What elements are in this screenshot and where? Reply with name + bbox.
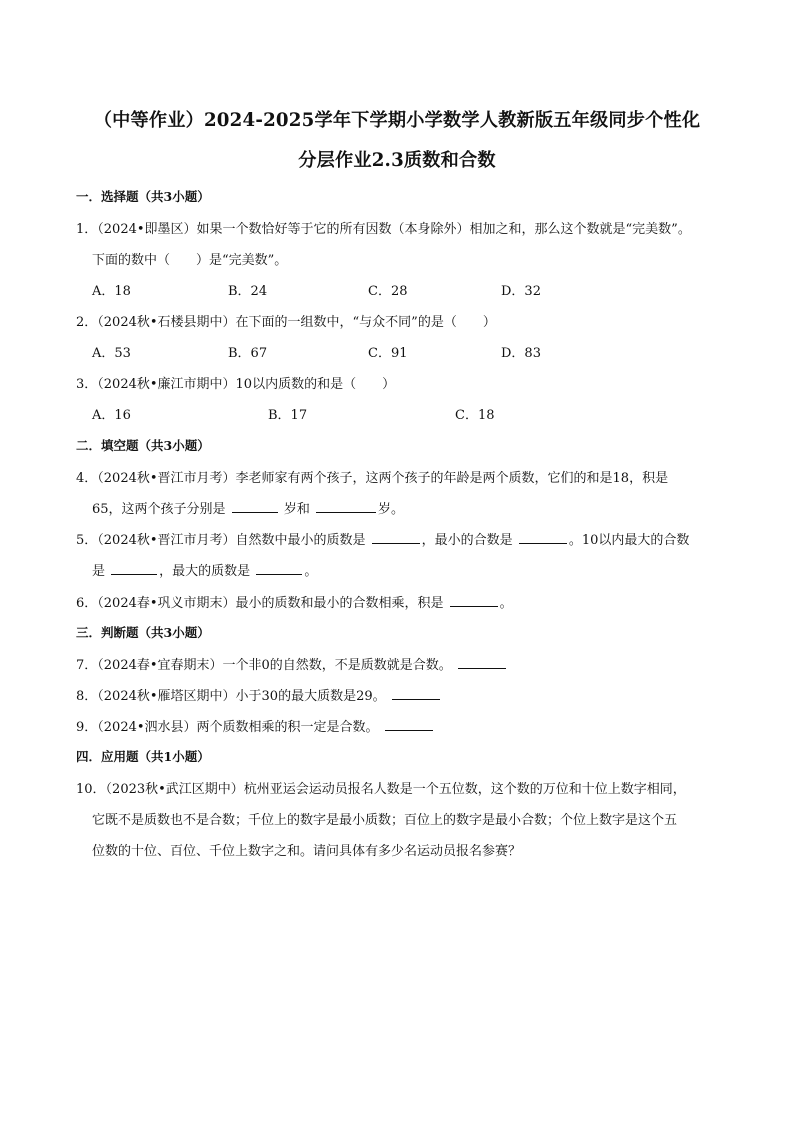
q4-text-c: 岁。 — [377, 502, 404, 517]
q10-line-3: 位数的十位、百位、千位上数字之和。请问具体有多少名运动员报名参赛？ — [92, 844, 522, 859]
q5-answer-blank-2[interactable] — [519, 531, 567, 544]
q4-answer-blank-2[interactable] — [316, 500, 376, 513]
q3-option-a: A．16 — [92, 408, 131, 423]
q9-answer-blank[interactable] — [385, 718, 433, 731]
title-line-1: （中等作业）2024-2025学年下学期小学数学人教新版五年级同步个性化 — [93, 110, 701, 131]
section-choice-heading: 一．选择题（共3小题） — [76, 189, 210, 204]
q8-line — [76, 685, 442, 704]
q5-text-a: 5．（2024秋•晋江市月考）自然数中最小的质数是 — [76, 533, 366, 548]
q2-option-b: B．67 — [228, 346, 268, 361]
q5-answer-blank-1[interactable] — [372, 531, 420, 544]
q1-option-c: C．28 — [368, 284, 408, 299]
q2-option-a: A．53 — [92, 346, 131, 361]
q8-text: 8．（2024秋•雁塔区期中）小于30的最大质数是29。 — [76, 689, 386, 704]
q3-line-1: 3．（2024秋•廉江市期中）10以内质数的和是（ ） — [76, 377, 396, 392]
q1-line-1: 1．（2024•即墨区）如果一个数恰好等于它的所有因数（本身除外）相加之和，那么这个数就是“完美数”。 — [76, 222, 691, 237]
q5-text-b: ，最小的合数是 — [421, 533, 513, 548]
q5-text-f: 。 — [304, 564, 318, 579]
q9-text: 9．（2024•泗水县）两个质数相乘的积一定是合数。 — [76, 720, 379, 735]
q5-answer-blank-3[interactable] — [111, 562, 157, 575]
q7-text: 7．（2024春•宜春期末）一个非0的自然数，不是质数就是合数。 — [76, 658, 452, 673]
q7-line — [76, 654, 508, 673]
q4-text-b: 岁和 — [283, 502, 310, 517]
q1-option-d: D．32 — [501, 284, 541, 299]
q3-option-c: C．18 — [455, 408, 495, 423]
section-application-heading: 四．应用题（共1小题） — [76, 749, 210, 764]
q2-option-d: D．83 — [501, 346, 541, 361]
q4-text-a: 65，这两个孩子分别是 — [92, 502, 226, 517]
q2-line-1: 2．（2024秋•石楼县期中）在下面的一组数中，“与众不同”的是（ ） — [76, 315, 496, 330]
q4-answer-blank-1[interactable] — [232, 500, 278, 513]
q6-text-a: 6．（2024春•巩义市期末）最小的质数和最小的合数相乘，积是 — [76, 596, 444, 611]
q6-text-b: 。 — [499, 596, 513, 611]
q4-line-1: 4．（2024秋•晋江市月考）李老师家有两个孩子，这两个孩子的年龄是两个质数，它们的和是18，积是 — [76, 471, 669, 486]
section-judge-heading: 三．判断题（共3小题） — [76, 625, 210, 640]
q2-option-c: C．91 — [368, 346, 408, 361]
q10-line-1: 10．（2023秋•武江区期中）杭州亚运会运动员报名人数是一个五位数，这个数的万位和十位上数字相同， — [76, 782, 686, 797]
q5-answer-blank-4[interactable] — [256, 562, 302, 575]
q9-line — [76, 716, 435, 735]
q5-text-c: 。10以内最大的合数 — [568, 533, 690, 548]
q1-option-b: B．24 — [228, 284, 268, 299]
q8-answer-blank[interactable] — [392, 687, 440, 700]
q5-line-2 — [92, 560, 317, 579]
q5-text-e: ，最大的质数是 — [159, 564, 251, 579]
q5-text-d: 是 — [92, 564, 106, 579]
q10-line-2: 它既不是质数也不是合数；千位上的数字是最小质数；百位上的数字是最小合数；个位上数字是这个五 — [92, 813, 678, 828]
q6-answer-blank[interactable] — [450, 594, 498, 607]
q5-line-1 — [76, 529, 689, 548]
q4-line-2 — [92, 498, 404, 517]
q7-answer-blank[interactable] — [458, 656, 506, 669]
q1-line-2: 下面的数中（ ）是“完美数”。 — [92, 253, 288, 268]
q1-option-a: A．18 — [92, 284, 131, 299]
title-line-2: 分层作业2.3质数和合数 — [298, 150, 496, 171]
q6-line-1 — [76, 592, 513, 611]
section-fill-heading: 二．填空题（共3小题） — [76, 438, 210, 453]
q3-option-b: B．17 — [268, 408, 308, 423]
